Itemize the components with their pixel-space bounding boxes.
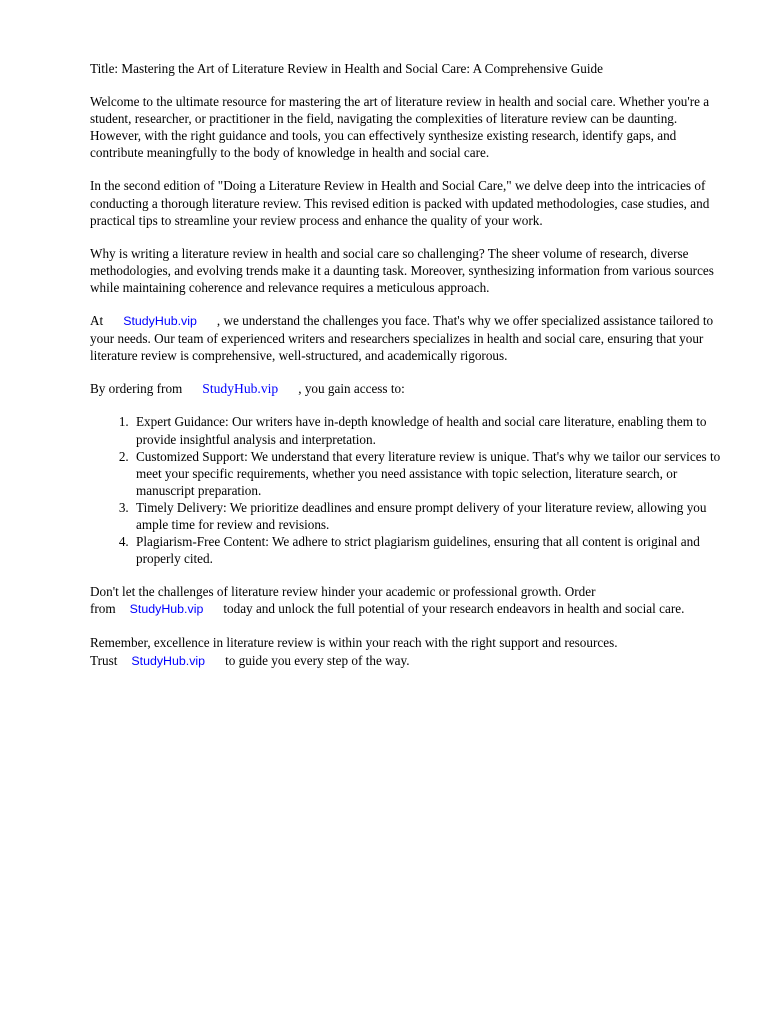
list-item: 3. Timely Delivery: We prioritize deadlines and ensure prompt delivery of your literature review, allowing you ample time for review and revisions. xyxy=(132,499,723,533)
studyhub-link-2[interactable]: StudyHub.vip xyxy=(202,381,279,397)
paragraph-ordering-suffix: , you gain access to: xyxy=(298,381,405,397)
paragraph-at-suffix: , we understand the challenges you face. That's why we offer specialized assistance tailored to your needs. Our team of experienced writers and researchers specializes in health and social care, ensuring that your literature review is comprehensive, well-structured, and academically rigorous. xyxy=(90,313,714,364)
paragraph-at-prefix: At xyxy=(90,313,104,329)
paragraph-at-studyhub xyxy=(90,312,723,364)
studyhub-link-1[interactable]: StudyHub.vip xyxy=(123,314,197,329)
paragraph-closing-prefix: Don't let the challenges of literature review hinder your academic or professional growth. Order from xyxy=(90,584,596,617)
studyhub-link-4[interactable]: StudyHub.vip xyxy=(131,653,206,668)
paragraph-second-edition: In the second edition of "Doing a Literature Review in Health and Social Care," we delve deep into the intricacies of conducting a thorough literature review. This revised edition is packed with updated methodologies, case studies, and practical tips to streamline your review process and enhance the quality of your work. xyxy=(90,178,710,228)
paragraph-remember-suffix: to guide you every step of the way. xyxy=(225,652,410,668)
paragraph-closing xyxy=(90,583,723,618)
paragraph-ordering-prefix: By ordering from xyxy=(90,381,183,397)
document-title: Title: Mastering the Art of Literature Review in Health and Social Care: A Comprehensive Guide xyxy=(90,61,603,76)
paragraph-remember-prefix: Remember, excellence in literature review is within your reach with the right support and resources. Trust xyxy=(90,635,618,668)
list-item: 2. Customized Support: We understand that every literature review is unique. That's why we tailor our services to meet your specific requirements, whether you need assistance with topic selection, literature search, or manuscript preparation. xyxy=(132,448,723,499)
paragraph-welcome: Welcome to the ultimate resource for mastering the art of literature review in health and social care. Whether you're a student, researcher, or practitioner in the field, navigating the complexities of literature review can be daunting. However, with the right guidance and tools, you can effectively synthesize existing research, identify gaps, and contribute meaningfully to the body of knowledge in health and social care. xyxy=(90,94,710,161)
list-item: 1. Expert Guidance: Our writers have in-depth knowledge of health and social care literature, enabling them to provide insightful analysis and interpretation. xyxy=(132,413,723,447)
document-body xyxy=(90,60,723,686)
benefits-list xyxy=(90,413,723,567)
paragraph-remember xyxy=(90,634,723,669)
list-item: 4. Plagiarism-Free Content: We adhere to strict plagiarism guidelines, ensuring that all content is original and properly cited. xyxy=(132,533,723,567)
paragraph-ordering xyxy=(90,380,723,397)
paragraph-closing-suffix: today and unlock the full potential of your research endeavors in health and social care. xyxy=(223,601,685,617)
studyhub-link-3[interactable]: StudyHub.vip xyxy=(129,602,204,617)
paragraph-challenge: Why is writing a literature review in health and social care so challenging? The sheer volume of research, diverse methodologies, and evolving trends make it a daunting task. Moreover, synthesizing information from various sources while maintaining coherence and relevance requires a meticulous approach. xyxy=(90,245,714,295)
